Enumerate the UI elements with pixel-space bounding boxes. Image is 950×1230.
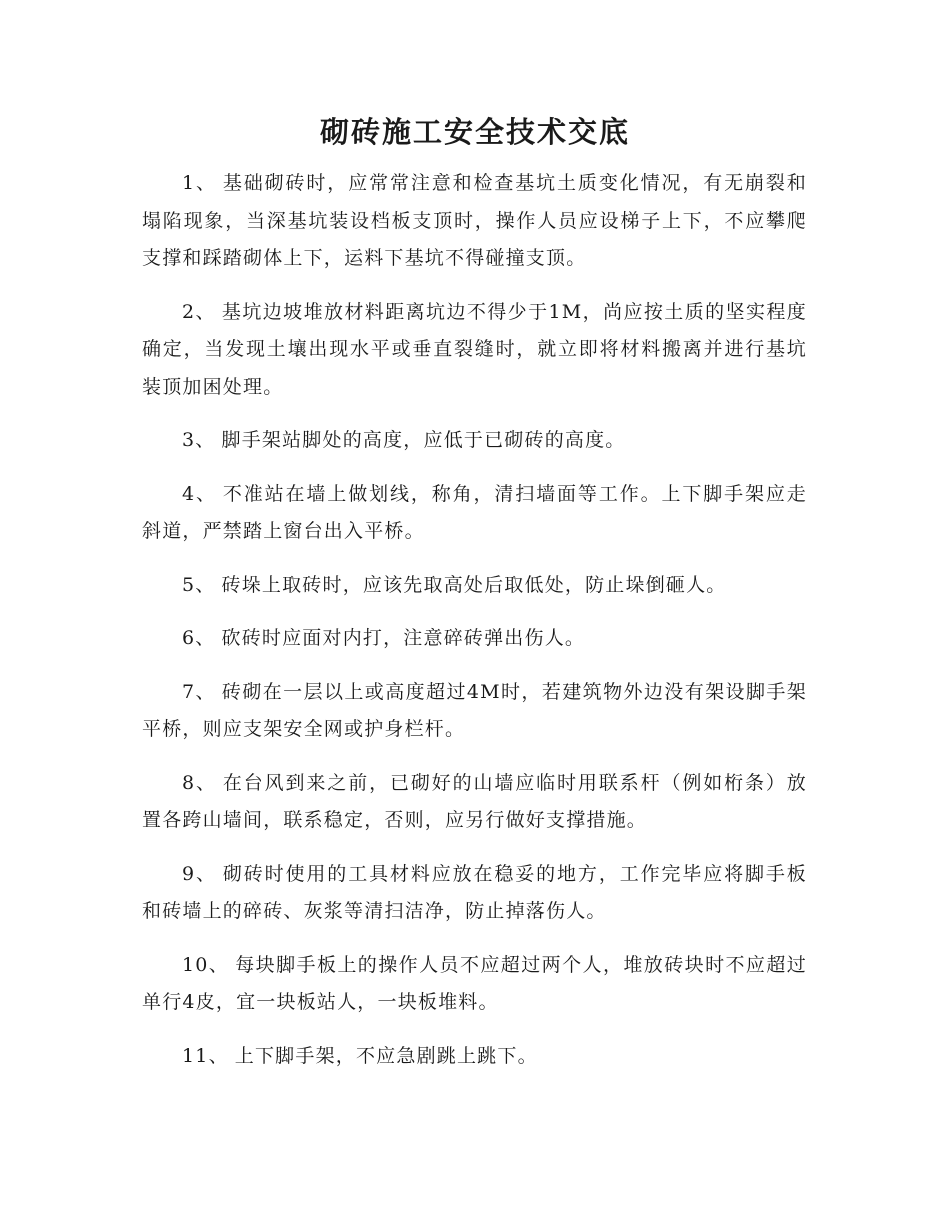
list-item xyxy=(142,856,807,931)
list-item xyxy=(142,765,807,840)
list-item xyxy=(142,620,807,658)
list-item xyxy=(142,674,807,749)
item-text: 每块脚手板上的操作人员不应超过两个人，堆放砖块时不应超过单行4皮，宜一块板站人，一块板堆料。 xyxy=(142,953,807,1013)
item-number: 9、 xyxy=(182,862,217,885)
item-text: 上下脚手架，不应急剧跳上跳下。 xyxy=(234,1044,538,1067)
list-item xyxy=(142,947,807,1022)
document-title: 砌砖施工安全技术交底 xyxy=(319,115,630,149)
item-number: 4、 xyxy=(182,482,217,505)
item-number: 3、 xyxy=(182,429,216,451)
document-body xyxy=(142,165,807,1091)
list-item xyxy=(142,1038,807,1076)
list-item xyxy=(142,476,807,551)
item-number: 6、 xyxy=(182,627,216,649)
item-number: 8、 xyxy=(182,771,217,794)
item-number: 2、 xyxy=(182,300,216,323)
item-text: 基础砌砖时，应常常注意和检查基坑土质变化情况，有无崩裂和塌陷现象，当深基坑装设档板支顶时，操作人员应设梯子上下，不应攀爬支撑和踩踏砌体上下，运料下基坑不得碰撞支顶。 xyxy=(142,172,807,269)
item-number: 11、 xyxy=(182,1044,229,1067)
item-number: 10、 xyxy=(182,953,230,976)
item-number: 5、 xyxy=(182,573,216,596)
item-number: 1、 xyxy=(182,172,217,194)
list-item xyxy=(142,294,807,407)
item-number: 7、 xyxy=(182,680,216,703)
item-text: 砖砌在一层以上或高度超过4M时，若建筑物外边没有架设脚手架平桥，则应支架安全网或护身栏杆。 xyxy=(142,680,807,740)
item-text: 砍砖时应面对内打，注意碎砖弹出伤人。 xyxy=(221,627,586,649)
item-text: 在台风到来之前，已砌好的山墙应临时用联系杆（例如桁条）放置各跨山墙间，联系稳定，否则，应另行做好支撑措施。 xyxy=(142,771,807,831)
item-text: 脚手架站脚处的高度，应低于已砌砖的高度。 xyxy=(221,429,626,451)
list-item xyxy=(142,422,807,460)
item-text: 不准站在墙上做划线，称角，清扫墙面等工作。上下脚手架应走斜道，严禁踏上窗台出入平桥。 xyxy=(142,482,807,542)
item-text: 砖垛上取砖时，应该先取高处后取低处，防止垛倒砸人。 xyxy=(221,573,727,596)
list-item xyxy=(142,567,807,605)
item-text: 基坑边坡堆放材料距离坑边不得少于1M，尚应按土质的坚实程度确定，当发现土壤出现水平或垂直裂缝时，就立即将材料搬离并进行基坑装顶加困处理。 xyxy=(142,300,807,398)
list-item xyxy=(142,165,807,278)
item-text: 砌砖时使用的工具材料应放在稳妥的地方，工作完毕应将脚手板和砖墙上的碎砖、灰浆等清扫洁净，防止掉落伤人。 xyxy=(142,862,807,922)
